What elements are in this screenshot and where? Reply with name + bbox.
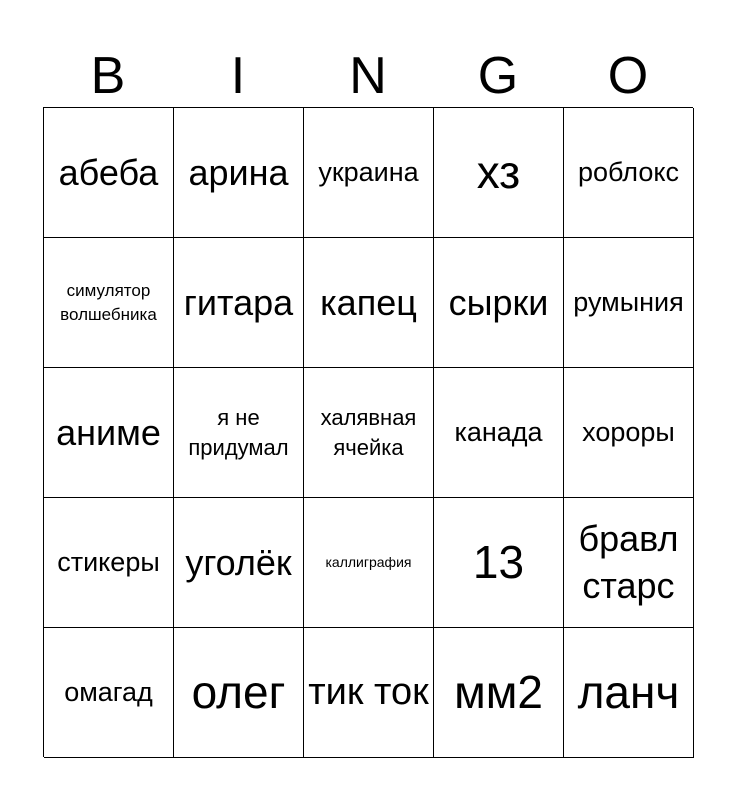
cell-text: я не придумал bbox=[188, 404, 289, 460]
header-letter-b: B bbox=[90, 47, 126, 105]
cell-text: капец bbox=[320, 281, 417, 323]
bingo-cell-r2c2[interactable] bbox=[174, 238, 304, 368]
cell-text: арина bbox=[188, 151, 289, 193]
cell-text: омагад bbox=[64, 677, 153, 708]
bingo-cell-r3c3[interactable] bbox=[304, 368, 434, 498]
cell-text: ланч bbox=[577, 666, 680, 719]
cell-text: 13 bbox=[472, 536, 525, 589]
cell-text: канада bbox=[454, 417, 543, 448]
bingo-cell-r4c2[interactable] bbox=[174, 498, 304, 628]
cell-text: стикеры bbox=[57, 547, 160, 578]
cell-text: хороры bbox=[582, 417, 675, 448]
header-letter-g: G bbox=[477, 47, 519, 105]
bingo-cell-r1c3[interactable] bbox=[304, 108, 434, 238]
bingo-cell-r5c2[interactable] bbox=[174, 628, 304, 758]
bingo-cell-r4c5[interactable] bbox=[564, 498, 694, 628]
cell-text: тик ток bbox=[308, 670, 429, 713]
cell-text: хз bbox=[476, 146, 521, 199]
bingo-header bbox=[43, 48, 693, 104]
cell-text: каллиграфия bbox=[325, 554, 412, 571]
cell-text: роблокс bbox=[578, 157, 679, 188]
bingo-cell-r4c3[interactable] bbox=[304, 498, 434, 628]
bingo-cell-r3c4[interactable] bbox=[434, 368, 564, 498]
cell-text: уголёк bbox=[185, 541, 292, 583]
bingo-cell-r3c2[interactable] bbox=[174, 368, 304, 498]
cell-text: халявная ячейка bbox=[320, 404, 417, 460]
bingo-cell-r5c4[interactable] bbox=[434, 628, 564, 758]
bingo-cell-r1c4[interactable] bbox=[434, 108, 564, 238]
bingo-cell-r2c1[interactable] bbox=[44, 238, 174, 368]
cell-text: мм2 bbox=[454, 666, 543, 719]
bingo-cell-r5c5[interactable] bbox=[564, 628, 694, 758]
bingo-cell-r1c1[interactable] bbox=[44, 108, 174, 238]
bingo-cell-r5c1[interactable] bbox=[44, 628, 174, 758]
bingo-cell-r3c1[interactable] bbox=[44, 368, 174, 498]
cell-text: абеба bbox=[58, 151, 159, 193]
cell-text: симулятор волшебника bbox=[60, 280, 157, 324]
cell-text: бравл старс bbox=[578, 517, 679, 606]
cell-text: олег bbox=[191, 666, 286, 719]
cell-text: гитара bbox=[183, 281, 294, 323]
cell-text: сырки bbox=[448, 281, 549, 323]
bingo-cell-r4c4[interactable] bbox=[434, 498, 564, 628]
bingo-cell-r5c3[interactable] bbox=[304, 628, 434, 758]
bingo-cell-r2c4[interactable] bbox=[434, 238, 564, 368]
bingo-board bbox=[43, 107, 693, 757]
header-letter-n: N bbox=[349, 47, 387, 105]
cell-text: аниме bbox=[56, 411, 161, 453]
cell-text: украина bbox=[318, 157, 419, 188]
bingo-cell-r2c3[interactable] bbox=[304, 238, 434, 368]
header-letter-i: I bbox=[230, 47, 246, 105]
bingo-cell-r3c5[interactable] bbox=[564, 368, 694, 498]
bingo-cell-r4c1[interactable] bbox=[44, 498, 174, 628]
bingo-cell-r1c5[interactable] bbox=[564, 108, 694, 238]
bingo-cell-r1c2[interactable] bbox=[174, 108, 304, 238]
header-letter-o: O bbox=[607, 47, 649, 105]
bingo-cell-r2c5[interactable] bbox=[564, 238, 694, 368]
cell-text: румыния bbox=[573, 287, 684, 318]
